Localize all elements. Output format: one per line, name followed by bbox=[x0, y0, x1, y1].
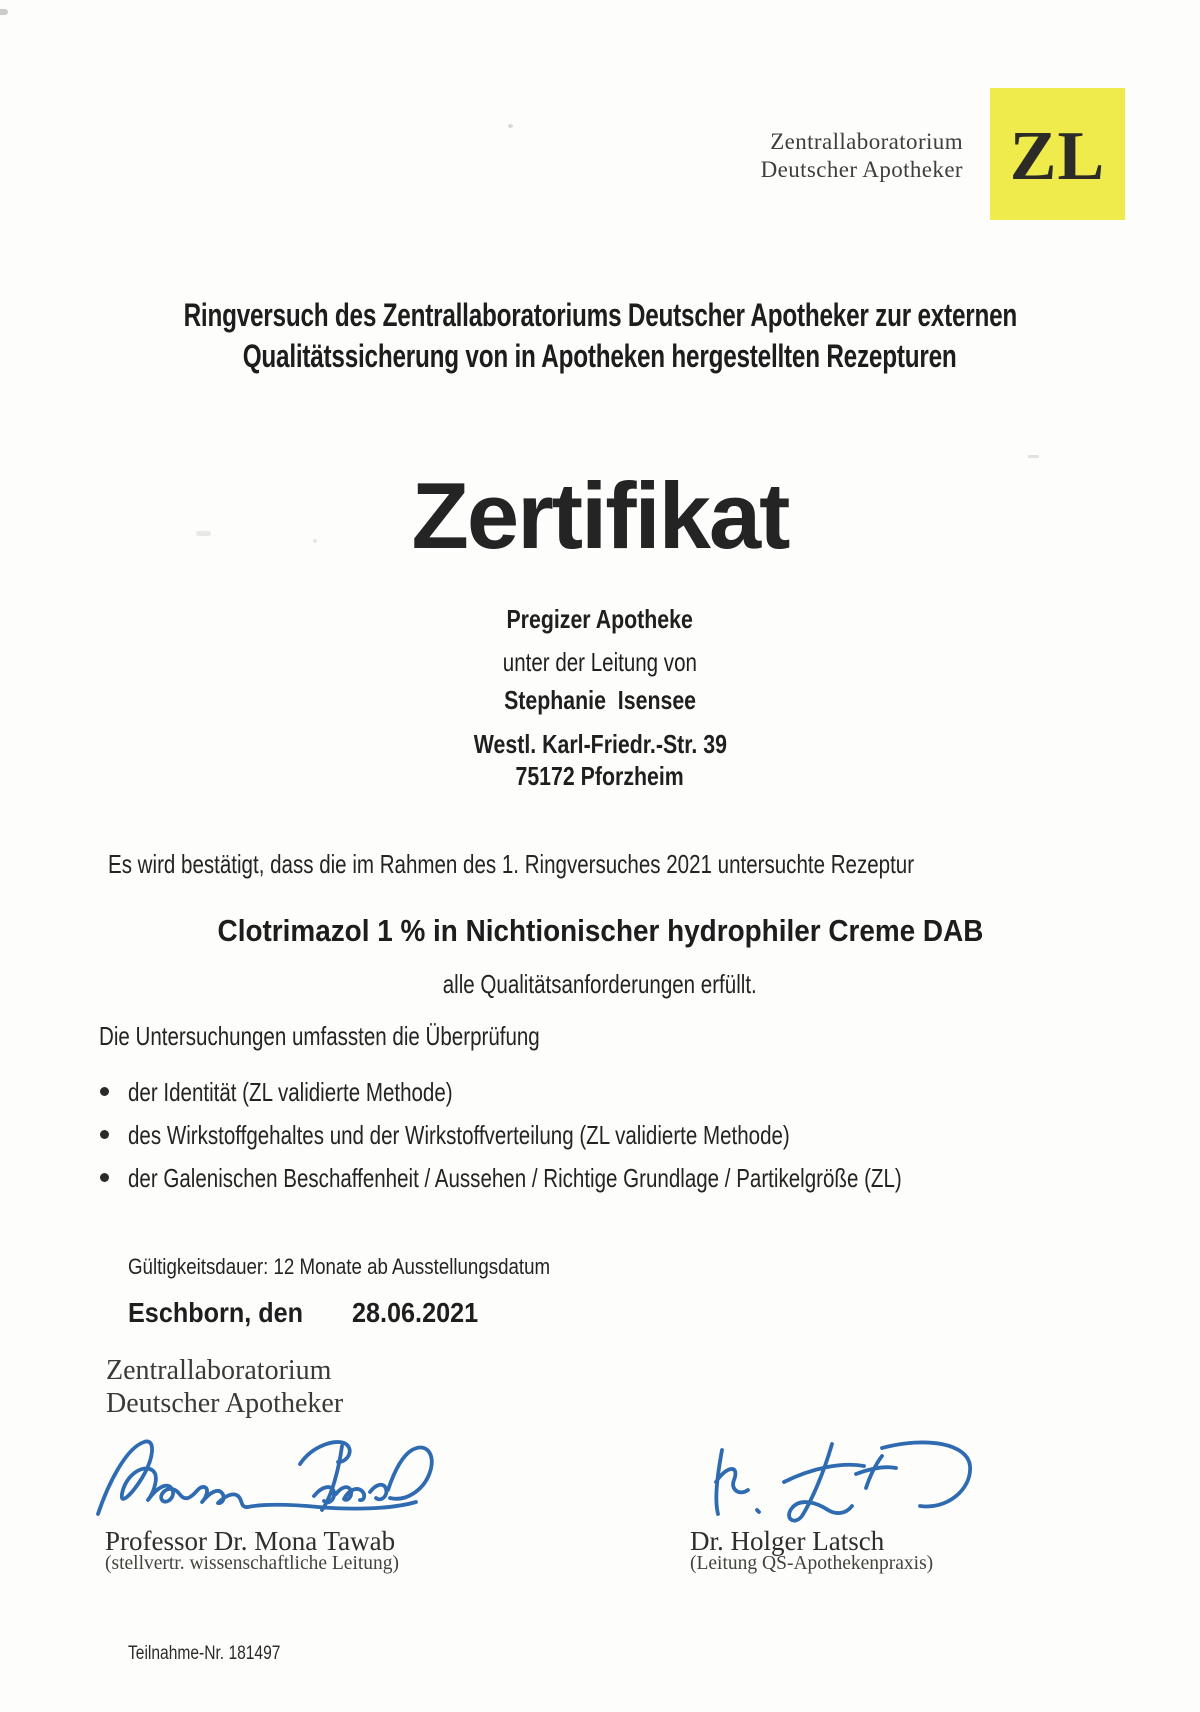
list-item: des Wirkstoffgehaltes und der Wirkstoffverteilung (ZL validierte Methode) bbox=[100, 1120, 966, 1151]
scan-speck bbox=[313, 539, 317, 543]
page-title: Zertifikat bbox=[411, 463, 789, 568]
signer-right-role: (Leitung QS-Apothekenpraxis) bbox=[690, 1553, 934, 1574]
recipient-pharmacy: Pregizer Apotheke bbox=[506, 604, 694, 634]
header-line1: Ringversuch des Zentrallaboratoriums Deutscher Apotheker zur externen bbox=[183, 297, 1017, 333]
statement-formulation: Clotrimazol 1 % in Nichtionischer hydrophiler Creme DAB bbox=[217, 913, 983, 948]
recipient-street: Westl. Karl-Friedr.-Str. 39 bbox=[473, 729, 727, 759]
letterhead-org-line1: Zentrallaboratorium bbox=[770, 129, 963, 154]
statement-result: alle Qualitätsanforderungen erfüllt. bbox=[442, 969, 758, 999]
issuer-org-line1: Zentrallaboratorium bbox=[106, 1355, 332, 1386]
participation-number: Teilnahme-Nr. 181497 bbox=[128, 1643, 281, 1664]
issue-line bbox=[128, 1297, 493, 1329]
signature-mona-tawab bbox=[92, 1432, 454, 1528]
letterhead-org-line2: Deutscher Apotheker bbox=[760, 157, 963, 182]
bullet-icon bbox=[100, 1173, 109, 1182]
issue-place: Eschborn, den bbox=[128, 1297, 304, 1328]
signature-ink-right bbox=[696, 1436, 988, 1524]
zl-logo-text: ZL bbox=[1009, 118, 1106, 195]
list-item: der Galenischen Beschaffenheit / Aussehen / Richtige Grundlage / Partikelgröße (ZL) bbox=[100, 1163, 1107, 1194]
list-item: der Identität (ZL validierte Methode) bbox=[100, 1077, 539, 1108]
scan-speck bbox=[196, 531, 211, 536]
validity-note: Gültigkeitsdauer: 12 Monate ab Ausstellungsdatum bbox=[128, 1254, 551, 1279]
signer-left-role: (stellvertr. wissenschaftliche Leitung) bbox=[105, 1553, 400, 1574]
scan-speck bbox=[508, 124, 513, 128]
issuer-org-line2: Deutscher Apotheker bbox=[106, 1388, 344, 1419]
scan-speck bbox=[1028, 455, 1039, 458]
signer-left-name: Professor Dr. Mona Tawab bbox=[105, 1526, 396, 1556]
recipient-person: Stephanie Isensee bbox=[504, 685, 696, 715]
scope-intro: Die Untersuchungen umfassten die Überprüfung bbox=[99, 1021, 540, 1051]
recipient-intro: unter der Leitung von bbox=[502, 647, 698, 677]
letterhead-org bbox=[761, 128, 963, 184]
issue-date: 28.06.2021 bbox=[352, 1297, 479, 1328]
zl-logo-badge bbox=[990, 88, 1125, 220]
statement-intro: Es wird bestätigt, dass die im Rahmen des 1. Ringversuches 2021 untersuchte Rezeptur bbox=[108, 849, 915, 879]
bullet-icon bbox=[100, 1130, 109, 1139]
signature-ink-left bbox=[92, 1432, 454, 1528]
signer-right-name: Dr. Holger Latsch bbox=[690, 1526, 885, 1556]
issuer-org bbox=[106, 1354, 343, 1420]
bullet-icon bbox=[100, 1087, 109, 1096]
recipient-city: 75172 Pforzheim bbox=[515, 761, 685, 791]
header-line2: Qualitätssicherung von in Apotheken hergestellten Rezepturen bbox=[243, 338, 957, 374]
signature-holger-latsch bbox=[696, 1436, 988, 1524]
scan-speck bbox=[0, 9, 8, 15]
